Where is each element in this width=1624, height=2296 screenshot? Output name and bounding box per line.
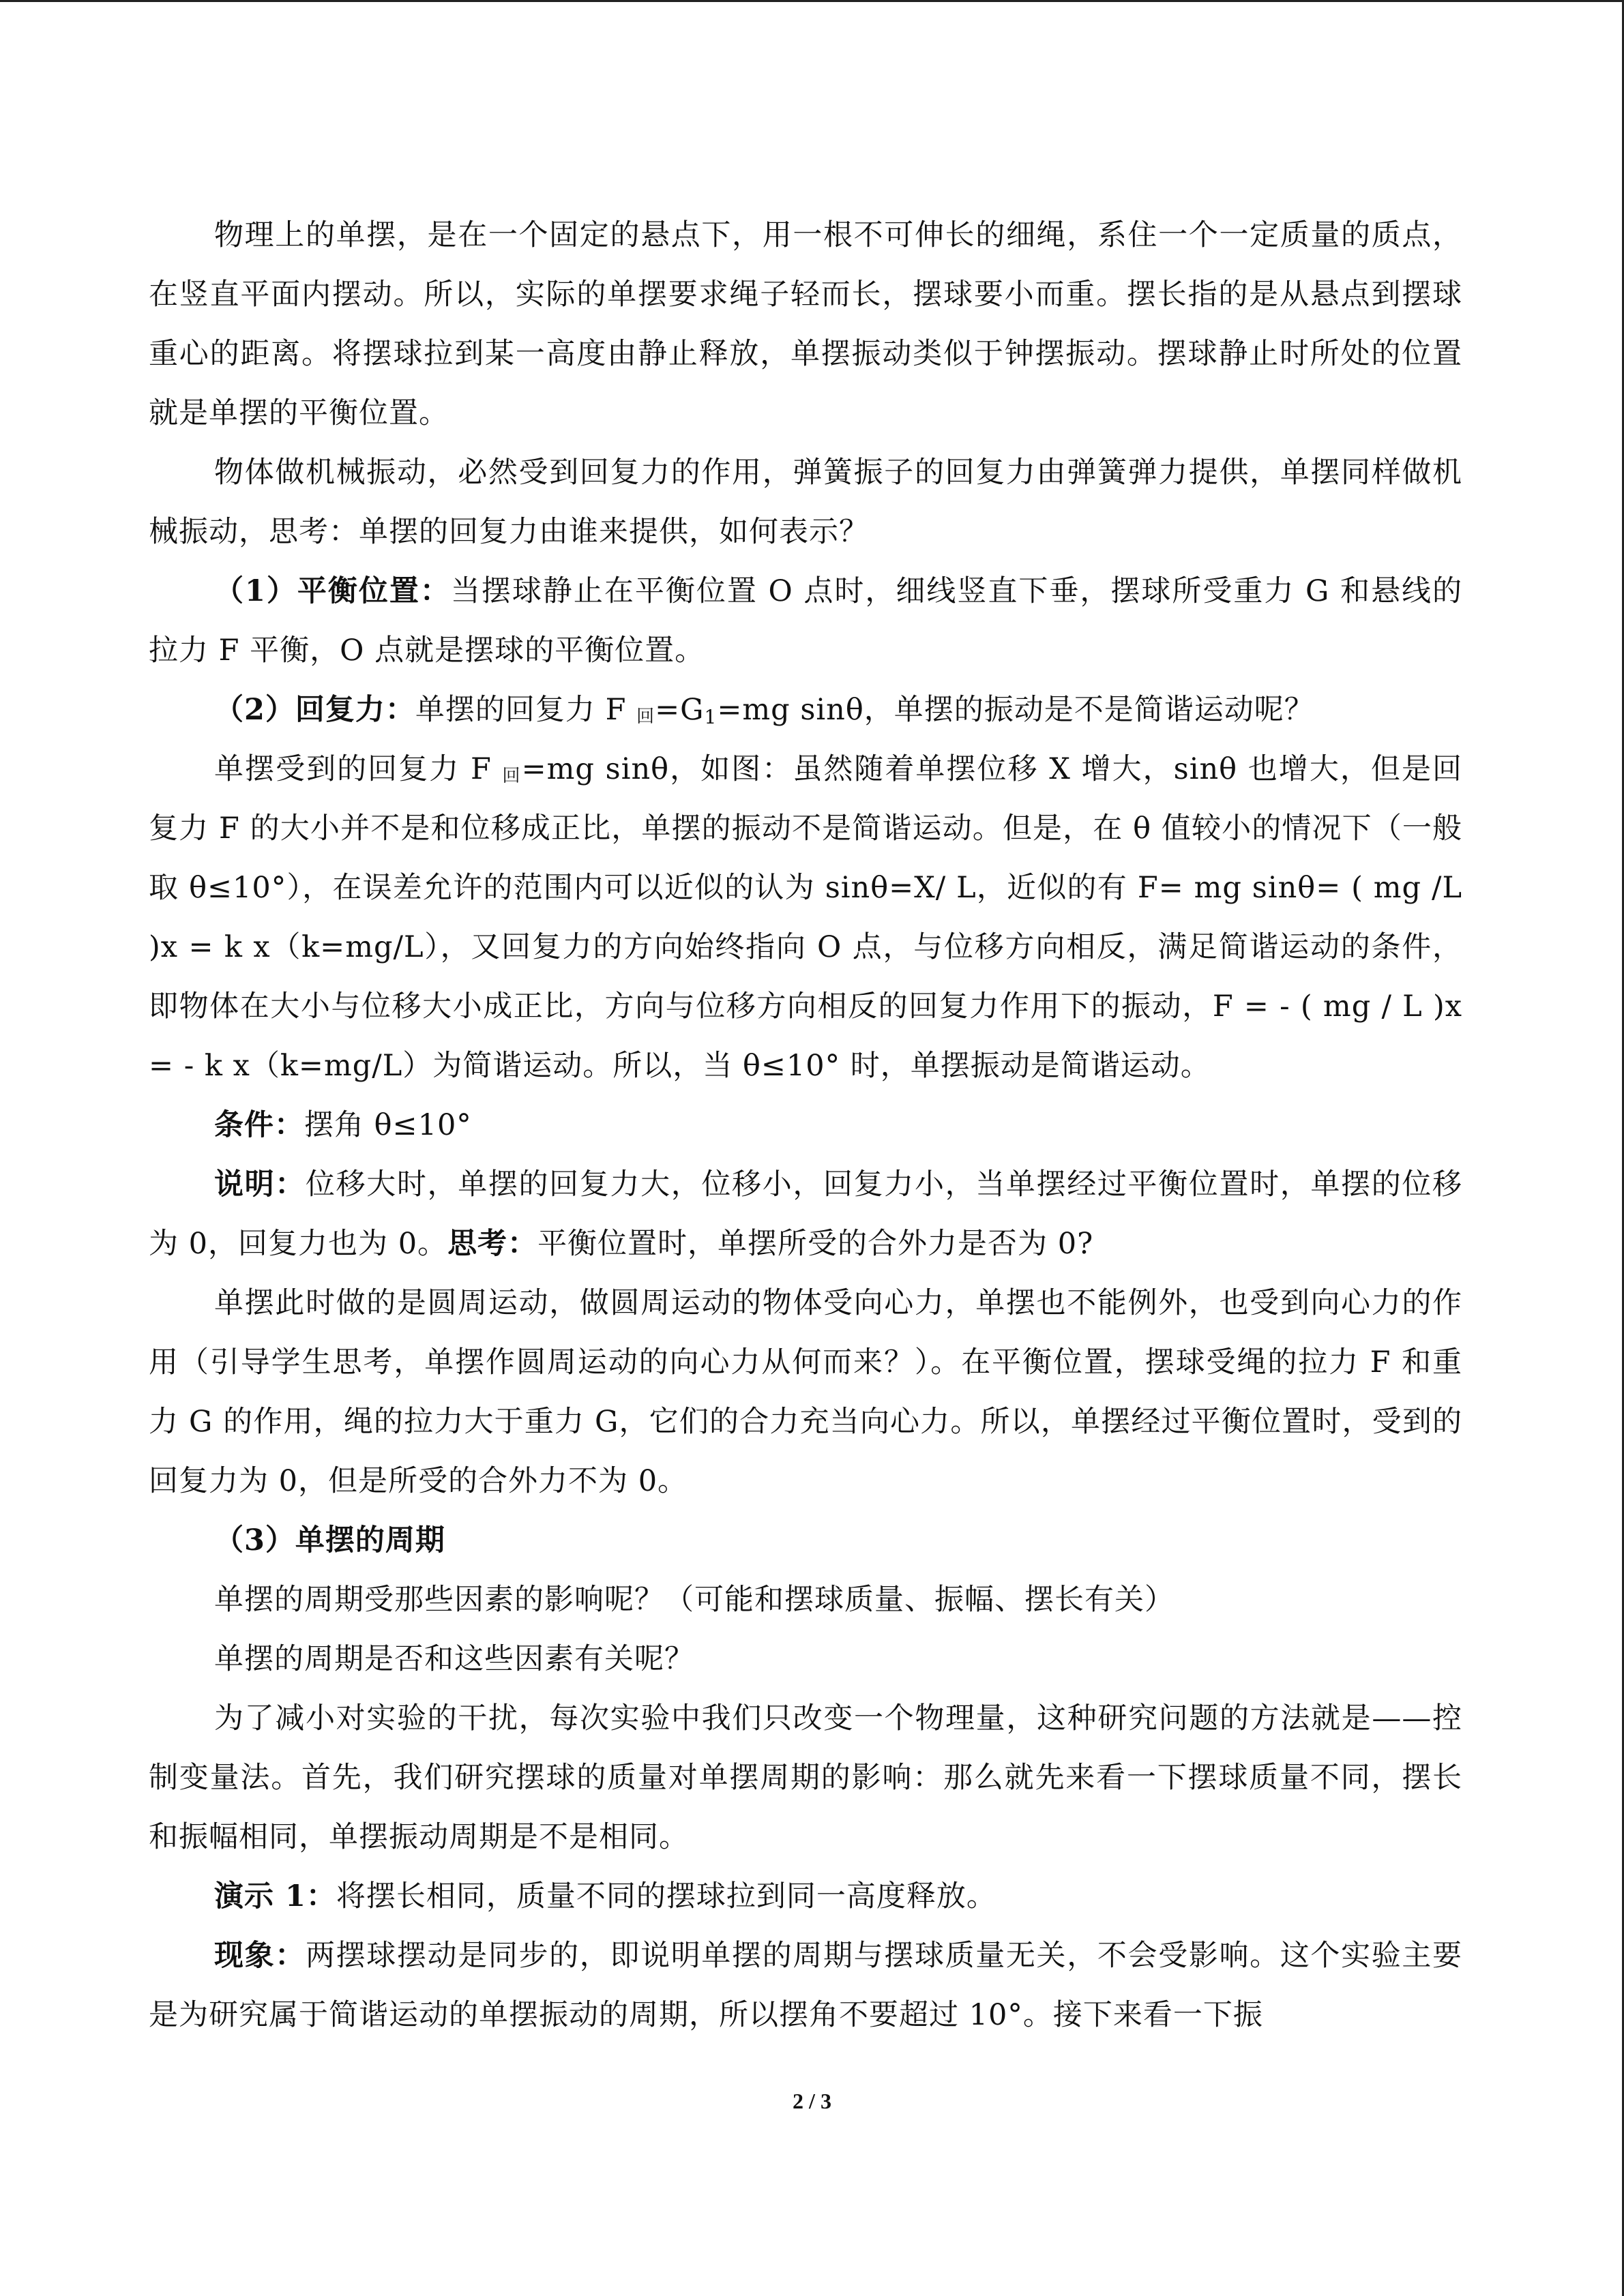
think-label: 思考： bbox=[447, 1227, 538, 1261]
restoring-force-subscript-hui: 回 bbox=[636, 706, 655, 727]
restoring-force-text-b: =G bbox=[655, 693, 705, 727]
phenomenon-label: 现象： bbox=[214, 1939, 306, 1973]
phenomenon-text: 两摆球摆动是同步的，即说明单摆的周期与摆球质量无关，不会受影响。这个实验主要是为研究属于简谐运动的单摆振动的周期，所以摆角不要超过 10°。接下来看一下振 bbox=[149, 1939, 1463, 2032]
paragraph-restoring-force bbox=[149, 681, 1462, 740]
paragraph-circular-motion: 单摆此时做的是圆周运动，做圆周运动的物体受向心力，单摆也不能例外，也受到向心力的作用（引导学生思考，单摆作圆周运动的向心力从何而来？）。在平衡位置，摆球受绳的拉力 F 和重力 G 的作用，绳的拉力大于重力 G，它们的合力充当向心力。所以，单摆经过平衡位置时，受到的回复力为 0，但是所受的合外力不为 0。 bbox=[149, 1286, 1462, 1498]
equilibrium-position-text: 当摆球静止在平衡位置 O 点时，细线竖直下垂，摆球所受重力 G 和悬线的拉力 F 平衡，O 点就是摆球的平衡位置。 bbox=[149, 574, 1463, 668]
paragraph-simple-harmonic-analysis bbox=[149, 740, 1462, 1096]
paragraph-period-factors: 单摆的周期受那些因素的影响呢？（可能和摆球质量、振幅、摆长有关） bbox=[214, 1583, 1175, 1617]
period-heading-text: （3）单摆的周期 bbox=[214, 1523, 445, 1557]
condition-text: 摆角 θ≤10° bbox=[304, 1108, 472, 1142]
analysis-text-b: =mg sinθ，如图：虽然随着单摆位移 X 增大，sinθ 也增大，但是回复力 F 的大小并不是和位移成正比，单摆的振动不是简谐运动。但是，在 θ 值较小的情况下（一般取 θ≤10°），在误差允许的范围内可以近似的认为 sinθ=X/ L，近似的有 F= mg sinθ= ( mg /L )x = k x（k=mg/L），又回复力的方向始终指向 O 点，与位移方向相反，满足简谐运动的条件，即物体在大小与位移大小成正比，方向与位移方向相反的回复力作用下的振动，F = - ( mg / L )x = - k x（k=mg/L）为简谐运动。所以，当 θ≤10° 时，单摆振动是简谐运动。 bbox=[149, 752, 1462, 1083]
paragraph-period-question: 单摆的周期是否和这些因素有关呢？ bbox=[214, 1642, 694, 1676]
restoring-force-label: （2）回复力： bbox=[214, 693, 415, 727]
condition-label: 条件： bbox=[214, 1108, 304, 1142]
paragraph-phenomenon bbox=[149, 1926, 1462, 2045]
paragraph-explanation bbox=[149, 1155, 1462, 1274]
paragraph-demo-1 bbox=[149, 1867, 1462, 1926]
explanation-text-b: 平衡位置时，单摆所受的合外力是否为 0? bbox=[537, 1227, 1094, 1261]
explanation-label: 说明： bbox=[214, 1167, 306, 1202]
page-border-top bbox=[0, 0, 1624, 2]
paragraph-condition bbox=[149, 1096, 1462, 1155]
restoring-force-text-c: =mg sinθ，单摆的振动是不是简谐运动呢？ bbox=[717, 693, 1314, 727]
document-body bbox=[149, 206, 1462, 2045]
paragraph-control-variables: 为了减小对实验的干扰，每次实验中我们只改变一个物理量，这种研究问题的方法就是——控制变量法。首先，我们研究摆球的质量对单摆周期的影响：那么就先来看一下摆球质量不同，摆长和振幅相同，单摆振动周期是不是相同。 bbox=[149, 1701, 1462, 1854]
explanation-text-a: 位移大时，单摆的回复力大，位移小，回复力小，当单摆经过平衡位置时，单摆的位移为 0，回复力也为 0。 bbox=[149, 1167, 1463, 1261]
paragraph-equilibrium-position bbox=[149, 562, 1462, 681]
demo-1-text: 将摆长相同，质量不同的摆球拉到同一高度释放。 bbox=[336, 1879, 996, 1913]
section-heading-period bbox=[149, 1511, 1462, 1570]
demo-1-label: 演示 1： bbox=[214, 1879, 336, 1913]
page-number: 2 / 3 bbox=[793, 2089, 831, 2113]
analysis-subscript-hui: 回 bbox=[502, 766, 522, 786]
restoring-force-text-a: 单摆的回复力 F bbox=[415, 693, 637, 727]
paragraph-pendulum-definition: 物理上的单摆，是在一个固定的悬点下，用一根不可伸长的细绳，系住一个一定质量的质点，在竖直平面内摆动。所以，实际的单摆要求绳子轻而长，摆球要小而重。摆长指的是从悬点到摆球重心的距离。将摆球拉到某一高度由静止释放，单摆振动类似于钟摆振动。摆球静止时所处的位置就是单摆的平衡位置。 bbox=[149, 218, 1462, 430]
equilibrium-position-label: （1）平衡位置： bbox=[214, 574, 451, 608]
analysis-text-a: 单摆受到的回复力 F bbox=[214, 752, 503, 786]
paragraph-restoring-force-question: 物体做机械振动，必然受到回复力的作用，弹簧振子的回复力由弹簧弹力提供，单摆同样做机械振动，思考：单摆的回复力由谁来提供，如何表示？ bbox=[149, 456, 1462, 549]
restoring-force-subscript-1: 1 bbox=[704, 706, 718, 728]
